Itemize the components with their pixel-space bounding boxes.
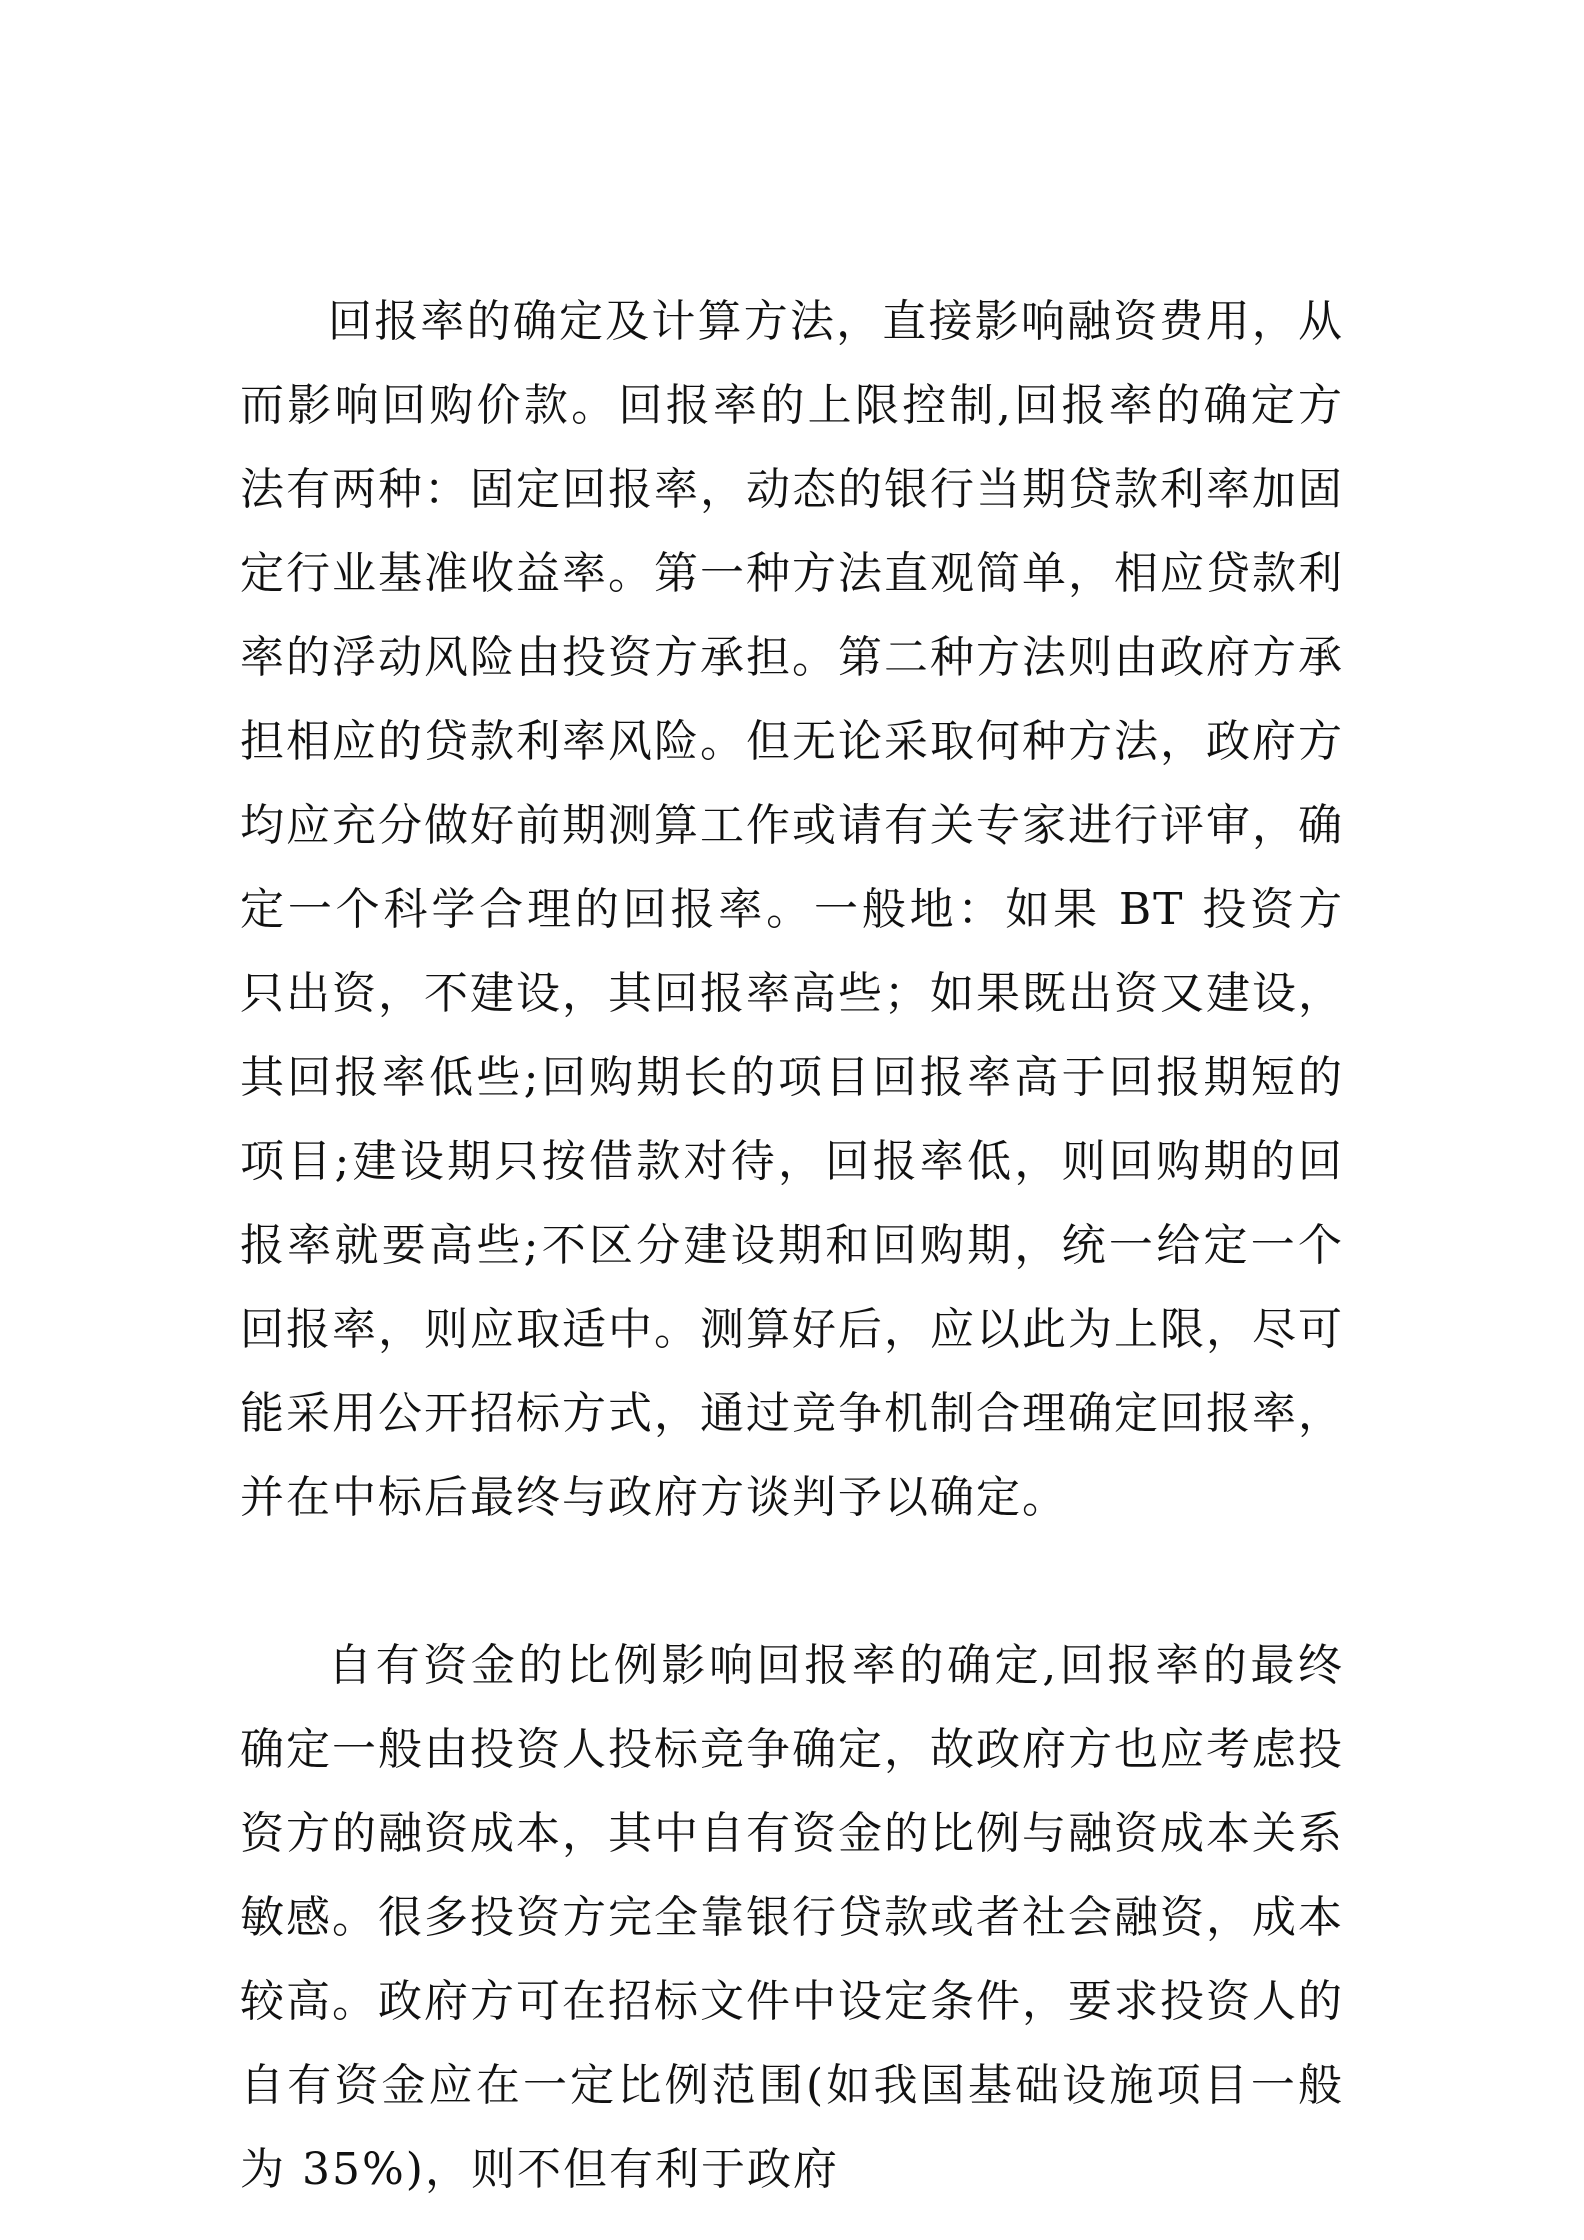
paragraph-return-rate-method: 回报率的确定及计算方法，直接影响融资费用，从而影响回购价款。回报率的上限控制,回报率的确定方法有两种：固定回报率，动态的银行当期贷款利率加固定行业基准收益率。第一种方法直观简单，相应贷款利率的浮动风险由投资方承担。第二种方法则由政府方承担相应的贷款利率风险。但无论采取何种方法，政府方均应充分做好前期测算工作或请有关专家进行评审，确定一个科学合理的回报率。一般地：如果 BT 投资方只出资，不建设，其回报率高些；如果既出资又建设，其回报率低些;回购期长的项目回报率高于回报期短的项目;建设期只按借款对待，回报率低，则回购期的回报率就要高些;不区分建设期和回购期，统一给定一个回报率，则应取适中。测算好后，应以此为上限，尽可能采用公开招标方式，通过竞争机制合理确定回报率，并在中标后最终与政府方谈判予以确定。 [240, 296, 1344, 1523]
paragraph-own-capital-ratio: 自有资金的比例影响回报率的确定,回报率的最终确定一般由投资人投标竞争确定，故政府方也应考虑投资方的融资成本，其中自有资金的比例与融资成本关系敏感。很多投资方完全靠银行贷款或者社会融资，成本较高。政府方可在招标文件中设定条件，要求投资人的自有资金应在一定比例范围(如我国基础设施项目一般为 35%)，则不但有利于政府 [240, 1640, 1344, 2195]
document-body [240, 280, 1344, 2212]
